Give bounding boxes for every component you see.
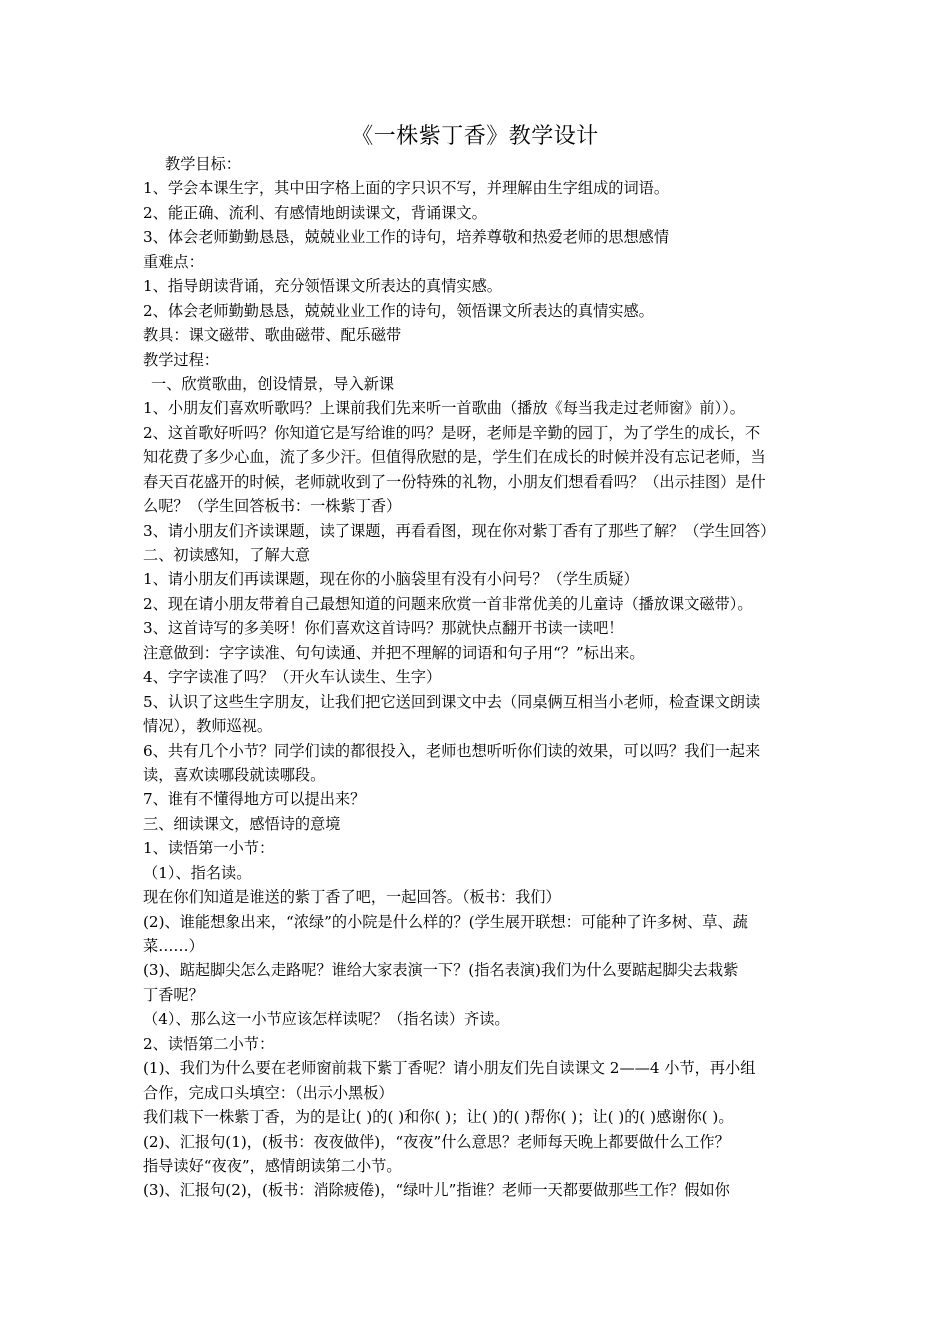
text-line: 教具：课文磁带、歌曲磁带、配乐磁带 (143, 326, 402, 345)
document-body (143, 152, 809, 1203)
text-line: 现在你们知道是谁送的紫丁香了吧，一起回答。（板书：我们） (143, 888, 561, 907)
text-line: 菜……） (143, 937, 204, 955)
text-line: 情况），教师巡视。 (143, 717, 273, 736)
text-line: 我们栽下一株紫丁香，为的是让( )的( )和你( )；让( )的( )帮你( )；让( )的( )感谢你( )。 (143, 1108, 734, 1127)
text-line: 1、小朋友们喜欢听歌吗？上课前我们先来听一首歌曲（播放《每当我走过老师窗》前））。 (143, 399, 745, 418)
text-line: 2、能正确、流利、有感情地朗读课文，背诵课文。 (143, 203, 487, 222)
text-line: 6、共有几个小节？同学们读的都很投入，老师也想听听你们读的效果，可以吗？我们一起来 (143, 741, 761, 760)
text-line: 二、初读感知，了解大意 (143, 546, 311, 564)
text-line: 2、这首歌好听吗？你知道它是写给谁的吗？是呀，老师是辛勤的园丁，为了学生的成长，不 (143, 423, 761, 442)
text-line: 读，喜欢读哪段就读哪段。 (143, 765, 326, 784)
text-line: 3、这首诗写的多美呀！你们喜欢这首诗吗？那就快点翻开书读一读吧！ (143, 619, 624, 638)
text-line: 么呢？（学生回答板书：一株紫丁香） (143, 497, 402, 516)
text-line: 5、认识了这些生字朋友，让我们把它送回到课文中去（同桌俩互相当小老师，检查课文朗读 (143, 692, 761, 711)
text-line: (1)、我们为什么要在老师窗前栽下紫丁香呢？请小朋友们先自读课文 2——4 小节，再小组 (143, 1059, 756, 1078)
text-line: (2)、汇报句(1)，(板书：夜夜做伴)，“夜夜”什么意思？老师每天晚上都要做什么工作？ (143, 1132, 730, 1151)
text-line: 3、请小朋友们齐读课题，读了课题，再看看图，现在你对紫丁香有了那些了解？（学生回答） (143, 521, 776, 540)
text-line: 7、谁有不懂得地方可以提出来？ (143, 790, 366, 809)
text-line: 1、读悟第一小节： (143, 839, 275, 858)
text-line: 指导读好“夜夜”，感情朗读第二小节。 (143, 1156, 402, 1175)
text-line: （1）、指名读。 (143, 863, 252, 882)
text-line: (3)、汇报句(2)，(板书：消除疲倦)，“绿叶儿”指谁？老师一天都要做那些工作？假如你 (143, 1181, 730, 1200)
text-line: （4）、那么这一小节应该怎样读呢？（指名读）齐读。 (143, 1010, 510, 1029)
text-line: 2、现在请小朋友带着自己最想知道的问题来欣赏一首非常优美的儿童诗（播放课文磁带）。 (143, 594, 753, 613)
text-line: 三、细读课文，感悟诗的意境 (143, 814, 341, 833)
text-line: 2、体会老师勤勤恳恳，兢兢业业工作的诗句，领悟课文所表达的真情实感。 (143, 301, 654, 320)
text-line: 注意做到：字字读准、句句读通、并把不理解的词语和句子用“？”标出来。 (143, 643, 645, 662)
text-line: 重难点： (143, 252, 204, 271)
text-line: 教学目标： (165, 155, 241, 173)
text-line: 2、读悟第二小节： (143, 1034, 275, 1053)
text-line: (3)、踮起脚尖怎么走路呢？谁给大家表演一下？(指名表演)我们为什么要踮起脚尖去栽紫 (143, 961, 739, 980)
text-line: 一、欣赏歌曲，创设情景，导入新课 (151, 374, 394, 393)
text-line: 合作，完成口头填空：（出示小黑板） (143, 1083, 394, 1102)
text-line: 丁香呢？ (143, 985, 204, 1004)
text-line: 1、学会本课生字，其中田字格上面的字只识不写，并理解由生字组成的词语。 (143, 179, 670, 198)
text-line: (2)、谁能想象出来，“浓绿”的小院是什么样的？(学生展开联想：可能种了许多树、草、蔬 (143, 912, 748, 931)
text-line: 1、请小朋友们再读课题，现在你的小脑袋里有没有小问号？（学生质疑） (143, 570, 639, 589)
text-line: 教学过程： (143, 350, 219, 369)
text-line: 4、字字读准了吗？（开火车认读生、生字） (143, 668, 442, 687)
text-line: 3、体会老师勤勤恳恳，兢兢业业工作的诗句，培养尊敬和热爱老师的思想感情 (143, 228, 670, 247)
text-line: 1、指导朗读背诵，充分领悟课文所表达的真情实感。 (143, 277, 502, 296)
text-line: 知花费了多少心血，流了多少汗。但值得欣慰的是，学生们在成长的时候并没有忘记老师，当 (143, 448, 766, 467)
document-title: 《一株紫丁香》教学设计 (351, 124, 599, 149)
text-line: 春天百花盛开的时候，老师就收到了一份特殊的礼物，小朋友们想看看吗？（出示挂图）是什 (143, 472, 766, 491)
